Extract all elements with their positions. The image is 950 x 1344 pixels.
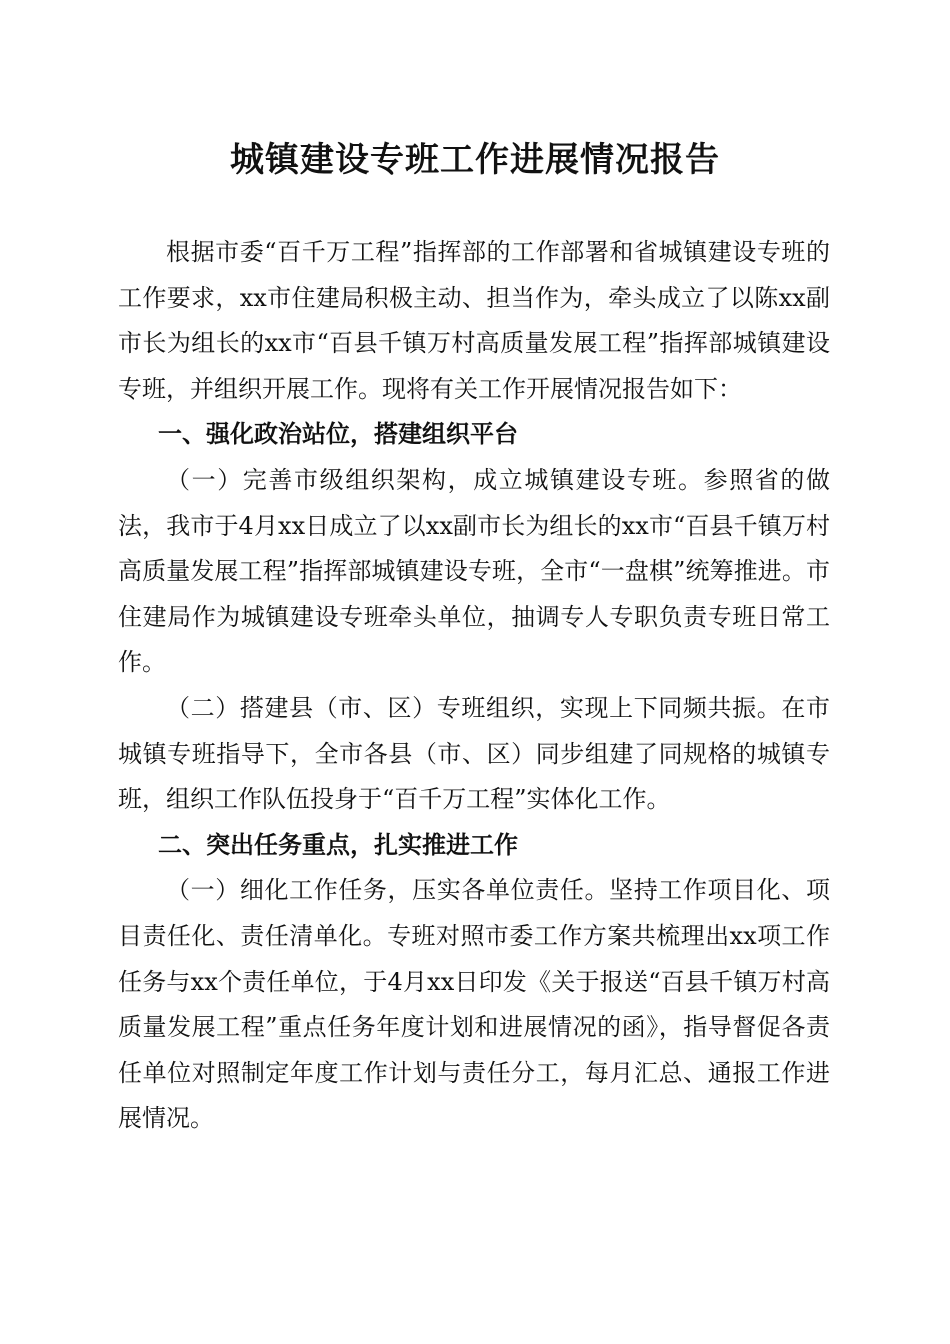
paragraph-text: 在市城镇专班指导下，全市各县（市、区）同步组建了同规格的城镇专班，组织工作队伍投身于“百千万工程”实体化工作。 — [118, 693, 831, 814]
document-body — [118, 230, 830, 1142]
section-2-paragraph-1 — [118, 868, 830, 1142]
paragraph-text: 参照省的做法，我市于4月xx日成立了以xx副市长为组长的xx市“百县千镇万村高质量发展工程”指挥部城镇建设专班，全市“一盘棋”统筹推进。市住建局作为城镇建设专班牵头单位，抽调专人专职负责专班日常工作。 — [118, 465, 831, 677]
paragraph-text: 坚持工作项目化、项目责任化、责任清单化。专班对照市委工作方案共梳理出xx项工作任务与xx个责任单位，于4月xx日印发《关于报送“百县千镇万村高质量发展工程”重点任务年度计划和进展情况的函》，指导督促各责任单位对照制定年度工作计划与责任分工，每月汇总、通报工作进展情况。 — [118, 876, 831, 1133]
section-1-paragraph-2 — [118, 686, 830, 823]
section-heading-2: 二、突出任务重点，扎实推进工作 — [158, 830, 518, 859]
document-title: 城镇建设专班工作进展情况报告 — [230, 140, 720, 180]
paragraph-lead: （二）搭建县（市、区）专班组织，实现上下同频共振。 — [166, 693, 782, 722]
section-heading-1: 一、强化政治站位，搭建组织平台 — [158, 420, 518, 449]
section-1-paragraph-1 — [118, 458, 830, 686]
paragraph-lead: （一）完善市级组织架构，成立城镇建设专班。 — [166, 465, 704, 494]
paragraph-lead: （一）细化工作任务，压实各单位责任。 — [166, 876, 610, 905]
intro-paragraph: 根据市委“百千万工程”指挥部的工作部署和省城镇建设专班的工作要求，xx市住建局积极主动、担当作为，牵头成立了以陈xx副市长为组长的xx市“百县千镇万村高质量发展工程”指挥部城镇建设专班，并组织开展工作。现将有关工作开展情况报告如下： — [118, 238, 830, 403]
